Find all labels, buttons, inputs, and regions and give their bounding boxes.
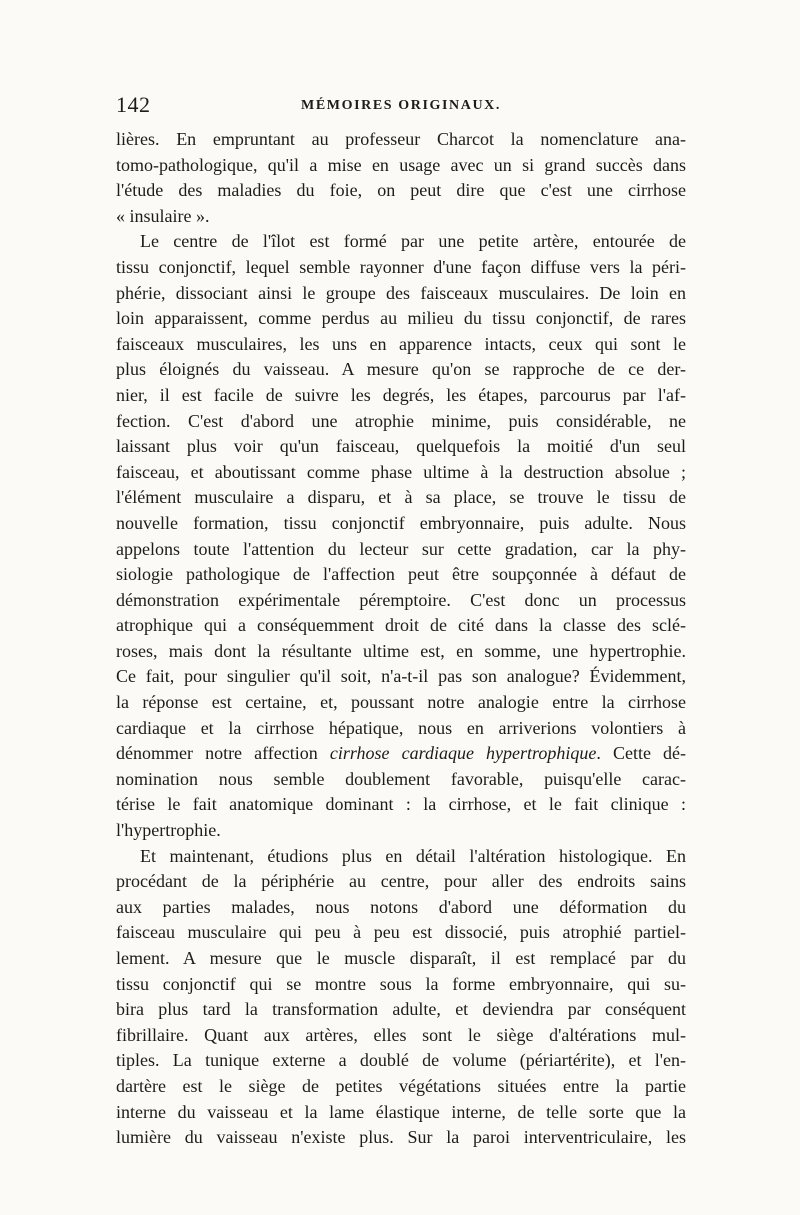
running-title: MÉMOIRES ORIGINAUX. <box>301 98 501 113</box>
text-line: fection. C'est d'abord une atrophie minime, puis considérable, ne <box>116 410 686 431</box>
text-line: tissu conjonctif qui se montre sous la forme embryonnaire, qui su- <box>116 973 686 994</box>
text-line: faisceau, et aboutissant comme phase ultime à la destruction absolue ; <box>116 461 686 482</box>
italic-term: cirrhose cardiaque hypertrophique <box>329 743 597 764</box>
text-line: fibrillaire. Quant aux artères, elles sont le siège d'altérations mul- <box>116 1024 686 1045</box>
text-line: faisceau musculaire qui peu à peu est dissocié, puis atrophié partiel- <box>116 922 686 943</box>
text-line: lement. A mesure que le muscle disparaît, il est remplacé par du <box>116 948 686 968</box>
text-line: bira plus tard la transformation adulte, et deviendra par conséquent <box>116 999 686 1020</box>
text-line: phérie, dissociant ainsi le groupe des faisceaux musculaires. De loin en <box>116 282 686 303</box>
text-line: « insulaire ». <box>116 205 210 226</box>
text-line: laissant plus voir qu'un faisceau, quelquefois la moitié d'un seul <box>116 436 686 457</box>
text-line: térise le fait anatomique dominant : la cirrhose, et le fait clinique : <box>116 794 686 815</box>
page-number: 142 <box>116 92 151 117</box>
text-line: Ce fait, pour singulier qu'il soit, n'a-t-il pas son analogue? Évidemment, <box>116 666 686 687</box>
text-line: l'hypertrophie. <box>116 820 221 841</box>
text-line: siologie pathologique de l'affection peut être soupçonnée à défaut de <box>116 564 686 585</box>
text-line: Et maintenant, étudions plus en détail l'altération histologique. En <box>140 845 686 866</box>
text-segment: . Cette dé- <box>596 743 687 764</box>
text-line: tomo-pathologique, qu'il a mise en usage avec un si grand succès dans <box>116 154 686 175</box>
text-line: roses, mais dont la résultante ultime est, en somme, une hypertrophie. <box>116 640 686 661</box>
text-line: l'élément musculaire a disparu, et à sa place, se trouve le tissu de <box>116 487 686 508</box>
text-line-with-italic <box>116 741 686 767</box>
text-line: tissu conjonctif, lequel semble rayonner d'une façon diffuse vers la péri- <box>116 256 686 277</box>
text-line: Le centre de l'îlot est formé par une petite artère, entourée de <box>140 231 686 252</box>
text-line: procédant de la périphérie au centre, pour aller des endroits sains <box>116 871 686 892</box>
text-line: lumière du vaisseau n'existe plus. Sur la paroi interventriculaire, les <box>116 1127 686 1148</box>
text-line: nouvelle formation, tissu conjonctif embryonnaire, puis adulte. Nous <box>116 512 686 533</box>
text-line: nomination nous semble doublement favorable, puisqu'elle carac- <box>116 768 686 789</box>
text-line: faisceaux musculaires, les uns en apparence intacts, ceux qui sont le <box>116 333 686 354</box>
text-line: appelons toute l'attention du lecteur sur cette gradation, car la phy- <box>116 538 686 559</box>
page-header <box>116 92 686 126</box>
text-line: l'étude des maladies du foie, on peut dire que c'est une cirrhose <box>116 180 686 201</box>
text-line: démonstration expérimentale péremptoire. C'est donc un processus <box>116 589 686 610</box>
text-line: atrophique qui a conséquemment droit de cité dans la classe des sclé- <box>116 615 686 636</box>
text-line: dartère est le siège de petites végétations situées entre la partie <box>116 1075 686 1096</box>
text-line: interne du vaisseau et la lame élastique interne, de telle sorte que la <box>116 1101 686 1122</box>
text-segment: dénommer notre affection <box>116 743 318 764</box>
text-line: la réponse est certaine, et, poussant notre analogie entre la cirrhose <box>116 692 686 713</box>
body-text <box>116 127 686 1151</box>
text-line: cardiaque et la cirrhose hépatique, nous en arriverions volontiers à <box>116 717 686 738</box>
text-line: lières. En empruntant au professeur Charcot la nomenclature ana- <box>116 129 686 149</box>
text-line: tiples. La tunique externe a doublé de volume (périartérite), et l'en- <box>116 1050 686 1071</box>
text-line: loin apparaissent, comme perdus au milieu du tissu conjonctif, de rares <box>116 308 686 329</box>
text-line: aux parties malades, nous notons d'abord une déformation du <box>116 896 686 917</box>
text-line: plus éloignés du vaisseau. A mesure qu'on se rapproche de ce der- <box>116 359 686 380</box>
text-line: nier, il est facile de suivre les degrés, les étapes, parcourus par l'af- <box>116 384 686 405</box>
